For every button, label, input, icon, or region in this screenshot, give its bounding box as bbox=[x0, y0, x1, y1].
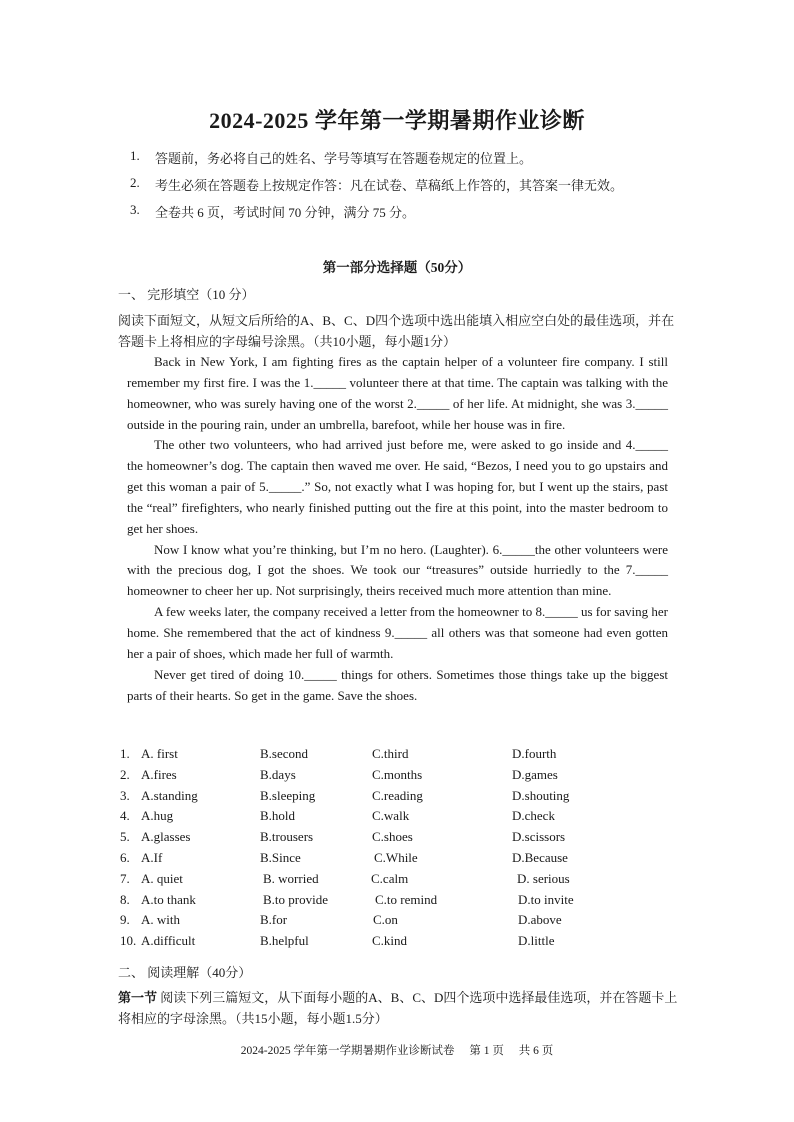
option-c: C.walk bbox=[372, 808, 410, 824]
option-row bbox=[120, 788, 680, 809]
option-d: D.check bbox=[512, 808, 555, 824]
option-a: A.If bbox=[141, 849, 163, 865]
question-number: 3. bbox=[120, 787, 130, 803]
instructions-list bbox=[130, 148, 730, 229]
option-c: C.kind bbox=[372, 933, 408, 949]
footer-exam-name: 2024-2025 学年第一学期暑期作业诊断试卷 bbox=[240, 1045, 455, 1057]
question-number: 6. bbox=[120, 849, 130, 865]
passage-paragraph: Now I know what you’re thinking, but I’m no hero. (Laughter). 6._____the other volunteers were with the precious dog, I got the shoes. We took our “treasures” outside hurriedly to the 7._____ homeowner to cheer her up. Not surprisingly, theirs received much more attention than mine. bbox=[127, 541, 668, 599]
option-row bbox=[120, 892, 680, 913]
option-b: B.Since bbox=[260, 849, 301, 865]
option-c: C.calm bbox=[371, 870, 409, 886]
question-number: 2. bbox=[120, 766, 130, 782]
option-row bbox=[120, 746, 680, 767]
option-c: C.reading bbox=[372, 787, 423, 803]
option-d: D.shouting bbox=[512, 787, 570, 803]
question-number: 1. bbox=[120, 746, 130, 761]
option-d: D.little bbox=[518, 933, 555, 949]
instruction-text: 全卷共 6 页，考试时间 70 分钟，满分 75 分。 bbox=[155, 205, 416, 220]
page-title: 2024-2025 学年第一学期暑期作业诊断 bbox=[209, 108, 585, 133]
reading-section-label: 第一节 bbox=[118, 990, 158, 1005]
option-c: C.to remind bbox=[375, 891, 438, 907]
cloze-options bbox=[120, 746, 680, 954]
option-b: B.helpful bbox=[260, 933, 309, 949]
footer-total-pages: 共 6 页 bbox=[518, 1045, 554, 1057]
passage-paragraph: The other two volunteers, who had arrived just before me, were asked to go inside and 4._____ the homeowner’s dog. The captain then waved me over. He said, “Bezos, I need you to go upstairs and get this woman a pair of 5._____.” So, not exactly what I was hoping for, but I went up the stairs, past the “real” firefighters, who nearly finished putting out the fire at this point, into the master bedroom to get her shoes. bbox=[127, 437, 668, 536]
page-footer bbox=[0, 1042, 794, 1058]
option-row bbox=[120, 767, 680, 788]
passage-paragraph: Back in New York, I am fighting fires as the captain helper of a volunteer fire company. I still remember my first fire. I was the 1._____ volunteer there at that time. The captain was talking with the homeowner, who was surely having one of the worst 2._____ of her life. At midnight, she was 3._____ outside in the pouring rain, under an umbrella, barefoot, while her house was in fire. bbox=[127, 354, 668, 432]
instruction-text: 考生必须在答题卷上按规定作答：凡在试卷、草稿纸上作答的，其答案一律无效。 bbox=[155, 178, 624, 193]
option-row bbox=[120, 912, 680, 933]
option-a: A.fires bbox=[141, 766, 177, 782]
reading-heading: 二、 阅读理解（40分） bbox=[118, 965, 252, 980]
option-row bbox=[120, 933, 680, 954]
question-number: 10. bbox=[120, 933, 137, 949]
option-a: A.hug bbox=[141, 808, 174, 824]
option-row bbox=[120, 850, 680, 871]
option-c: C.third bbox=[372, 746, 409, 761]
instruction-item bbox=[130, 202, 730, 229]
option-c: C.shoes bbox=[372, 829, 413, 845]
instruction-number: 2. bbox=[130, 175, 140, 190]
cloze-passage bbox=[127, 352, 668, 706]
question-number: 9. bbox=[120, 912, 130, 928]
option-b: B.hold bbox=[260, 808, 296, 824]
option-a: A.standing bbox=[141, 787, 198, 803]
option-d: D. serious bbox=[517, 870, 570, 886]
passage-paragraph: Never get tired of doing 10._____ things for others. Sometimes those things take up the biggest parts of their hearts. So get in the game. Save the shoes. bbox=[127, 666, 668, 703]
question-number: 5. bbox=[120, 829, 130, 845]
option-a: A.to thank bbox=[141, 891, 196, 907]
question-number: 8. bbox=[120, 891, 130, 907]
instruction-number: 3. bbox=[130, 202, 140, 217]
cloze-heading: 一、 完形填空（10 分） bbox=[118, 287, 255, 302]
option-d: D.to invite bbox=[518, 891, 574, 907]
option-row bbox=[120, 871, 680, 892]
option-a: A. with bbox=[141, 912, 180, 928]
passage-paragraph: A few weeks later, the company received a letter from the homeowner to 8._____ us for saving her home. She remembered that the act of kindness 9._____ all others was that someone had even gotten her a pair of shoes, which made her full of warmth. bbox=[127, 604, 668, 661]
option-d: D.games bbox=[512, 766, 558, 782]
option-a: A. first bbox=[141, 746, 178, 761]
question-number: 7. bbox=[120, 870, 130, 886]
option-d: D.above bbox=[518, 912, 562, 928]
footer-page-number: 第 1 页 bbox=[469, 1045, 504, 1057]
instruction-item bbox=[130, 175, 730, 202]
cloze-instructions: 阅读下面短文，从短文后所给的A、B、C、D四个选项中选出能填入相应空白处的最佳选项，并在答题卡上将相应的字母编号涂黑。（共10小题，每小题1分） bbox=[118, 313, 675, 349]
option-d: D.Because bbox=[512, 849, 568, 865]
option-a: A.glasses bbox=[141, 829, 191, 845]
option-d: D.fourth bbox=[512, 746, 557, 761]
option-row bbox=[120, 829, 680, 850]
option-row bbox=[120, 808, 680, 829]
option-a: A.difficult bbox=[141, 933, 196, 949]
part-one-heading: 第一部分选择题（50分） bbox=[322, 260, 472, 275]
option-b: B.second bbox=[260, 746, 309, 761]
instruction-text: 答题前，务必将自己的姓名、学号等填写在答题卷规定的位置上。 bbox=[155, 151, 533, 166]
option-b: B.days bbox=[260, 766, 296, 782]
option-b: B.for bbox=[260, 912, 288, 928]
option-b: B.sleeping bbox=[260, 787, 316, 803]
reading-instructions-text: 阅读下列三篇短文，从下面每小题的A、B、C、D四个选项中选择最佳选项，并在答题卡上将相应的字母涂黑。（共15小题，每小题1.5分） bbox=[118, 990, 678, 1026]
option-d: D.scissors bbox=[512, 829, 566, 845]
option-c: C.months bbox=[372, 766, 423, 782]
option-b: B.trousers bbox=[260, 829, 314, 845]
option-a: A. quiet bbox=[141, 870, 183, 886]
instruction-item bbox=[130, 148, 730, 175]
question-number: 4. bbox=[120, 808, 130, 824]
option-c: C.While bbox=[374, 849, 418, 865]
option-b: B.to provide bbox=[263, 891, 328, 907]
option-c: C.on bbox=[373, 912, 398, 928]
option-b: B. worried bbox=[263, 870, 319, 886]
reading-instructions bbox=[118, 987, 678, 1029]
instruction-number: 1. bbox=[130, 148, 140, 163]
